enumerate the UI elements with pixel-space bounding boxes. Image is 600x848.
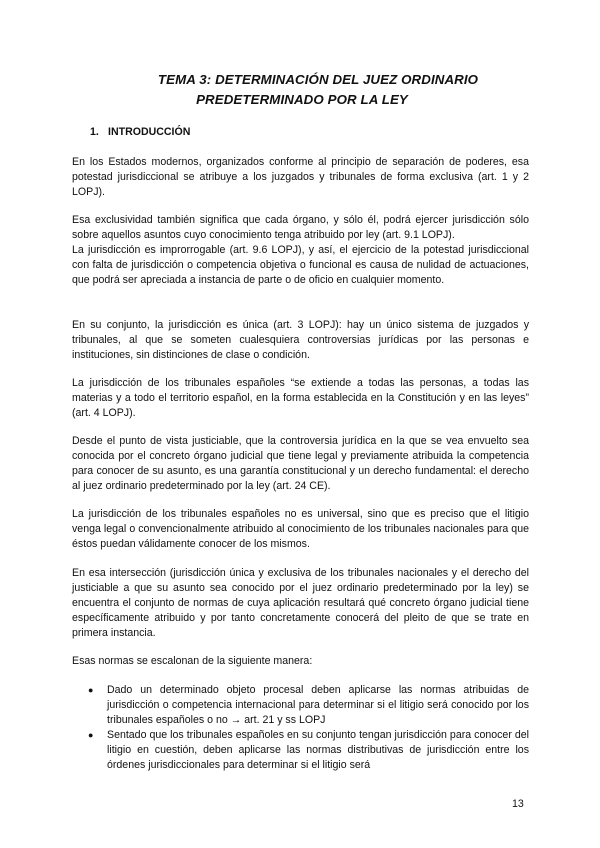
paragraph: La jurisdicción de los tribunales españoles “se extiende a todas las personas, a todas las materias y a todo el territorio español, en la forma establecida en la Constitución y en las leyes” (art. 4 LOPJ). [72, 377, 529, 419]
bullet-icon: ● [88, 730, 94, 740]
page-title-line-1: TEMA 3: DETERMINACIÓN DEL JUEZ ORDINARIO [157, 72, 479, 87]
bullet-list [72, 683, 529, 773]
paragraph: Esas normas se escalonan de la siguiente manera: [72, 655, 313, 667]
paragraph: En los Estados modernos, organizados conforme al principio de separación de poderes, esa potestad jurisdiccional se atribuye a los juzgados y tribunales de forma exclusiva (art. 1 y 2 LOPJ). [72, 156, 529, 198]
page-number: 13 [512, 798, 524, 810]
section-heading [90, 126, 190, 138]
paragraph: Esa exclusividad también significa que cada órgano, y sólo él, podrá ejercer jurisdicción sólo sobre aquellos asuntos cuyo conocimiento tenga atribuido por ley (art. 9.1 LOPJ). [72, 214, 529, 241]
list-item [72, 683, 529, 728]
paragraph: Desde el punto de vista justiciable, que la controversia jurídica en la que se vea envuelto sea conocida por el concreto órgano judicial que tiene legal y previamente atribuida la competencia para conocer de su asunto, es una garantía constitucional y un derecho fundamental: el derecho al juez ordinario predeterminado por la ley (art. 24 CE). [72, 435, 529, 492]
page-title-line-2: PREDETERMINADO POR LA LEY [196, 92, 408, 107]
paragraph: En esa intersección (jurisdicción única y exclusiva de los tribunales nacionales y el derecho del justiciable a que su asunto sea conocido por el juez ordinario predeterminado por la ley) se encuentra el conjunto de normas de cuya aplicación resultará qué concreto órgano judicial tiene específicamente atribuido y por tanto concretamente conocerá del pleito de que se trate en primera instancia. [72, 567, 529, 639]
paragraph: La jurisdicción es improrrogable (art. 9.6 LOPJ), y así, el ejercicio de la potestad jurisdiccional con falta de jurisdicción o competencia objetiva o funcional es causa de nulidad de actuaciones, que podrá ser apreciada a instancia de parte o de oficio en cualquier momento. [72, 244, 529, 286]
paragraph: En su conjunto, la jurisdicción es única (art. 3 LOPJ): hay un único sistema de juzgados y tribunales, al que se someten cualesquiera controversias jurídicas por las personas e instituciones, sin distinciones de clase o condición. [72, 319, 529, 361]
paragraph: La jurisdicción de los tribunales españoles no es universal, sino que es preciso que el litigio venga legal o convencionalmente atribuido al conocimiento de los tribunales nacionales para que éstos puedan válidamente conocer de los mismos. [72, 508, 529, 550]
section-number: 1. [90, 126, 99, 138]
list-item-text: Sentado que los tribunales españoles en su conjunto tengan jurisdicción para conocer del litigio en cuestión, deben aplicarse las normas distributivas de jurisdicción entre los órdenes jurisdiccionales para determinar si el litigio será [107, 729, 529, 771]
list-item [72, 728, 529, 773]
list-item-text: Dado un determinado objeto procesal deben aplicarse las normas atribuidas de jurisdicción o competencia internacional para determinar si el litigio será conocido por los tribunales españoles o no → art. 21 y ss LOPJ [107, 684, 529, 726]
section-label: INTRODUCCIÓN [108, 126, 191, 138]
bullet-icon: ● [88, 685, 94, 695]
